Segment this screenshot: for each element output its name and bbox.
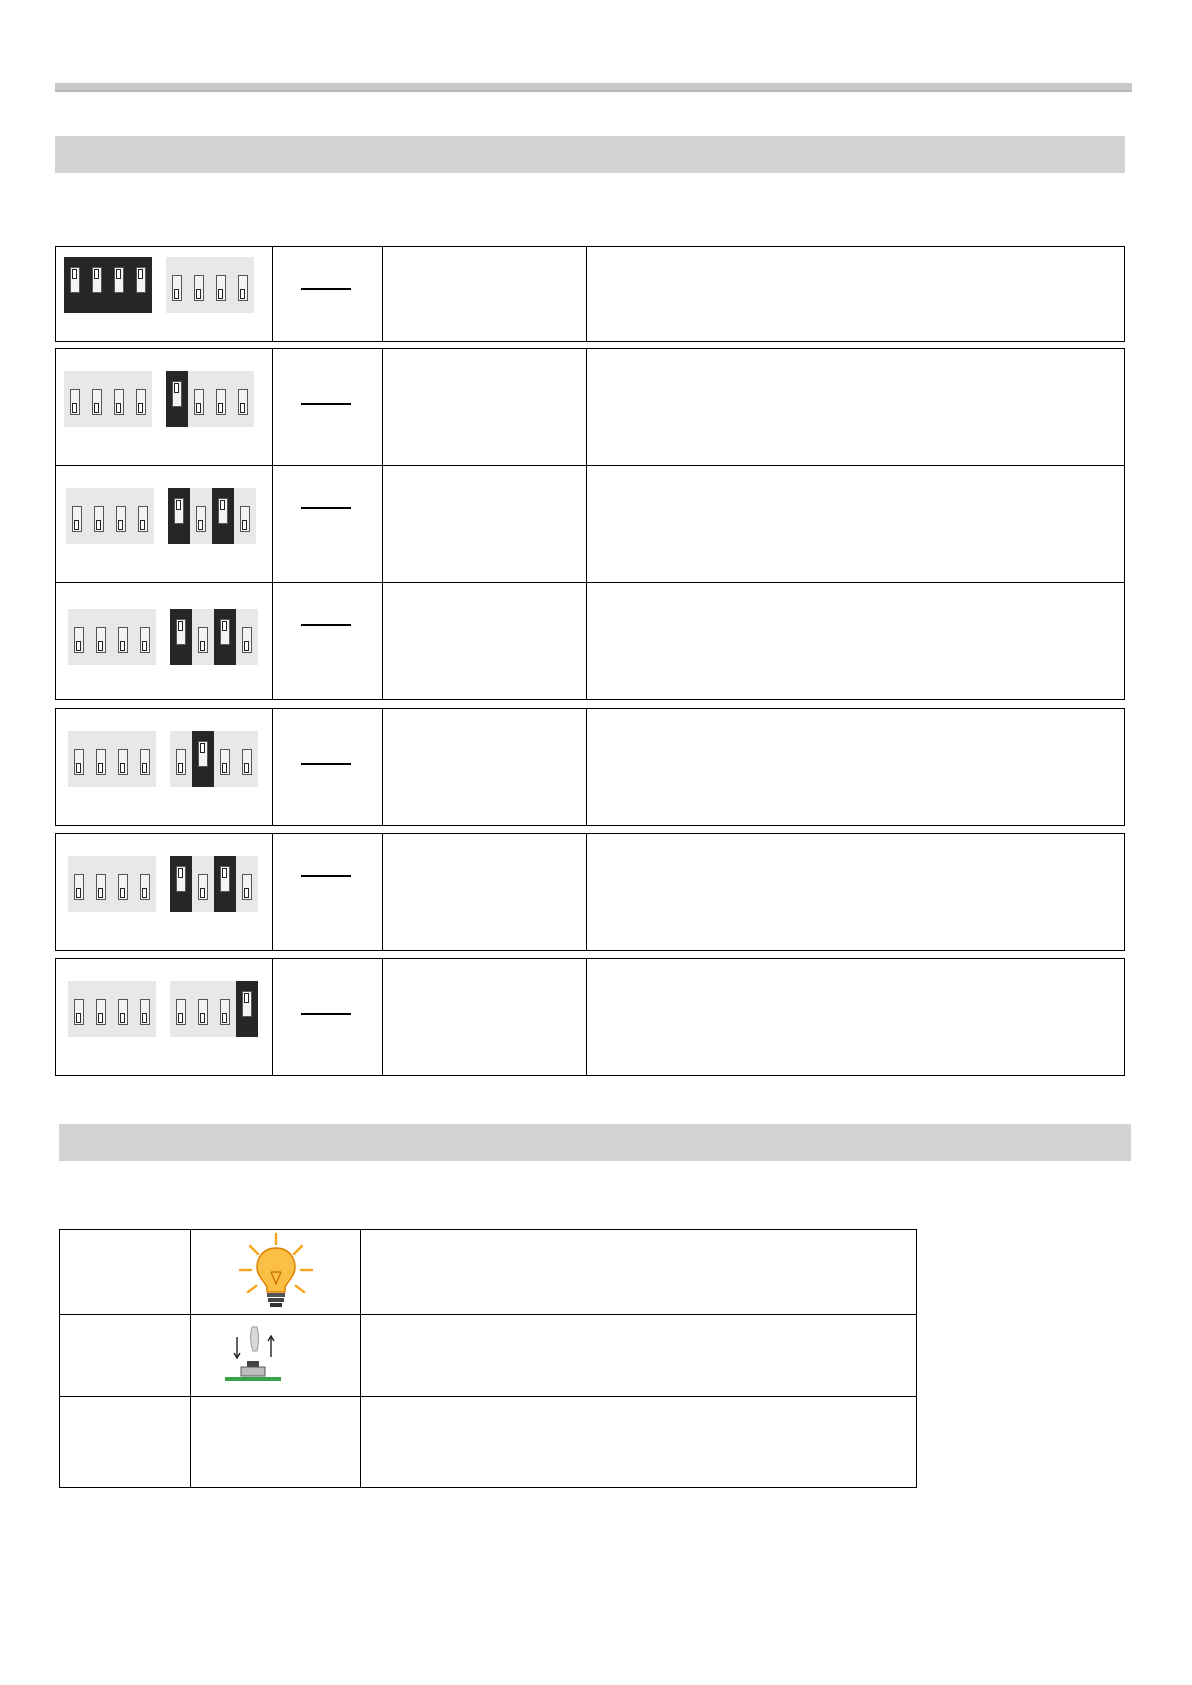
dip-switch-knob (74, 520, 79, 530)
dip-switch-knob (176, 500, 181, 510)
dip-switch-lever (176, 749, 186, 775)
dip-switch-lever (198, 627, 208, 653)
dip-switch-knob (218, 289, 223, 299)
dip-switch-off (68, 609, 90, 665)
dip-switch-group-b (170, 731, 258, 787)
dip-switch-off (210, 257, 232, 313)
dip-switch-lever (238, 389, 248, 415)
dip-switch-lever (194, 275, 204, 301)
dip-switch-lever (238, 275, 248, 301)
switch-diagram-cell (56, 583, 272, 699)
switch-diagram-cell (56, 834, 272, 950)
dip-switch-off (112, 856, 134, 912)
switch-diagram-cell (56, 959, 272, 1075)
dip-switch-knob (178, 621, 183, 631)
dip-switch-lever (70, 267, 80, 293)
dip-switch-knob (142, 641, 147, 651)
dip-switch-lever (220, 749, 230, 775)
function-cell (382, 466, 586, 582)
dip-switch-off (134, 609, 156, 665)
dip-switch-lever (118, 627, 128, 653)
indicator-row (60, 1314, 916, 1396)
dip-switch-off (112, 981, 134, 1037)
dip-switch-lever (96, 627, 106, 653)
dip-switch-knob (76, 1013, 81, 1023)
dip-switch-lever (172, 275, 182, 301)
dip-switch-off (90, 731, 112, 787)
switch-row (55, 833, 1125, 951)
dip-switch-knob (138, 269, 143, 279)
dip-switch-off (134, 731, 156, 787)
function-cell (382, 709, 586, 825)
section-heading-indicators (59, 1124, 1131, 1161)
dip-switch-off (210, 371, 232, 427)
dip-switch-knob (98, 641, 103, 651)
dip-switch-knob (244, 888, 249, 898)
dip-switch-on (170, 856, 192, 912)
switch-row (55, 708, 1125, 826)
dip-switch-knob (138, 403, 143, 413)
description-cell (586, 247, 1124, 341)
description-cell (586, 709, 1124, 825)
dip-switch-lever (96, 999, 106, 1025)
dip-switch-lever (136, 267, 146, 293)
indicator-icon-cell (190, 1230, 360, 1314)
indicator-label-cell (60, 1397, 190, 1487)
dip-switch-knob (244, 993, 249, 1003)
dip-switch-off (166, 257, 188, 313)
dip-switch-off (68, 981, 90, 1037)
page-header-rule (55, 83, 1132, 92)
dip-switch-on (192, 731, 214, 787)
indicator-label-cell (60, 1230, 190, 1314)
dip-switch-knob (222, 763, 227, 773)
dip-switch-group-b (170, 981, 258, 1037)
dip-switch-knob (72, 269, 77, 279)
value-dash (301, 624, 351, 626)
dip-switch-lever (92, 389, 102, 415)
dip-switch-lever (74, 999, 84, 1025)
indicator-description-cell (360, 1397, 916, 1487)
description-cell (586, 959, 1124, 1075)
value-cell (272, 247, 382, 341)
dip-switch-off (236, 609, 258, 665)
dip-switch-knob (120, 1013, 125, 1023)
value-dash (301, 875, 351, 877)
dip-switch-lever (196, 506, 206, 532)
dip-switch-lever (194, 389, 204, 415)
dip-switch-knob (76, 763, 81, 773)
dip-switch-on (214, 856, 236, 912)
dip-switch-off (88, 488, 110, 544)
dip-switch-off (66, 488, 88, 544)
description-cell (586, 834, 1124, 950)
dip-switch-knob (222, 1013, 227, 1023)
dip-switch-knob (142, 888, 147, 898)
dip-switch-group-a (66, 488, 154, 544)
dip-switch-off (188, 257, 210, 313)
dip-switch-lever (140, 627, 150, 653)
function-cell (382, 349, 586, 465)
lightbulb-icon (236, 1232, 316, 1312)
dip-switch-on (170, 609, 192, 665)
dip-switch-off (214, 981, 236, 1037)
dip-switch-knob (200, 1013, 205, 1023)
dip-switch-group-b (168, 488, 256, 544)
description-cell (586, 466, 1124, 582)
dip-switch-group-a (68, 981, 156, 1037)
description-cell (586, 583, 1124, 699)
dip-switch-off (134, 981, 156, 1037)
dip-switch-lever (218, 498, 228, 524)
dip-switch-lever (74, 874, 84, 900)
dip-switch-knob (116, 403, 121, 413)
dip-switch-lever (242, 874, 252, 900)
dip-switch-lever (96, 749, 106, 775)
switch-row (55, 582, 1125, 700)
dip-switch-knob (200, 641, 205, 651)
dip-switch-on (86, 257, 108, 313)
dip-switch-knob (118, 520, 123, 530)
dip-switch-knob (96, 520, 101, 530)
dip-switch-off (112, 731, 134, 787)
dip-switch-lever (198, 999, 208, 1025)
description-cell (586, 349, 1124, 465)
value-dash (301, 507, 351, 509)
dip-switch-off (64, 371, 86, 427)
dip-switch-lever (96, 874, 106, 900)
dip-switch-off (112, 609, 134, 665)
dip-switch-off (68, 856, 90, 912)
indicator-icon-cell (190, 1315, 360, 1396)
dip-switch-off (236, 856, 258, 912)
dip-switch-off (170, 731, 192, 787)
dip-switch-off (170, 981, 192, 1037)
dip-switch-lever (242, 749, 252, 775)
dip-switch-off (236, 731, 258, 787)
indicator-row (60, 1230, 916, 1314)
dip-switch-lever (74, 627, 84, 653)
dip-switch-lever (118, 874, 128, 900)
dip-switch-lever (92, 267, 102, 293)
value-dash (301, 288, 351, 290)
indicator-table (59, 1229, 917, 1488)
dip-switch-lever (176, 619, 186, 645)
dip-switch-lever (220, 999, 230, 1025)
dip-switch-group-b (170, 609, 258, 665)
dip-switch-knob (242, 520, 247, 530)
dip-switch-lever (176, 999, 186, 1025)
push-button-icon (219, 1321, 289, 1391)
value-dash (301, 763, 351, 765)
dip-switch-lever (114, 267, 124, 293)
dip-switch-off (90, 856, 112, 912)
dip-switch-knob (94, 269, 99, 279)
dip-switch-knob (140, 520, 145, 530)
dip-switch-off (192, 981, 214, 1037)
function-cell (382, 834, 586, 950)
indicator-description-cell (360, 1230, 916, 1314)
value-cell (272, 466, 382, 582)
dip-switch-knob (76, 641, 81, 651)
dip-switch-off (192, 609, 214, 665)
dip-switch-knob (142, 763, 147, 773)
value-cell (272, 349, 382, 465)
dip-switch-knob (142, 1013, 147, 1023)
switch-row (55, 348, 1125, 466)
function-cell (382, 247, 586, 341)
value-cell (272, 834, 382, 950)
dip-switch-group-b (166, 371, 254, 427)
dip-switch-off (110, 488, 132, 544)
switch-diagram-cell (56, 709, 272, 825)
dip-switch-off (68, 731, 90, 787)
dip-switch-off (234, 488, 256, 544)
dip-switch-lever (176, 866, 186, 892)
dip-switch-group-a (68, 856, 156, 912)
dip-switch-on (214, 609, 236, 665)
dip-switch-group-a (68, 609, 156, 665)
dip-switch-on (108, 257, 130, 313)
dip-switch-group-b (170, 856, 258, 912)
dip-switch-lever (140, 749, 150, 775)
dip-switch-lever (242, 627, 252, 653)
dip-switch-knob (196, 289, 201, 299)
dip-switch-off (132, 488, 154, 544)
dip-switch-lever (220, 866, 230, 892)
dip-switch-knob (98, 888, 103, 898)
dip-switch-off (190, 488, 212, 544)
dip-switch-on (130, 257, 152, 313)
dip-switch-lever (74, 749, 84, 775)
dip-switch-lever (118, 749, 128, 775)
dip-switch-lever (242, 991, 252, 1017)
indicator-description-cell (360, 1315, 916, 1396)
dip-switch-off (214, 731, 236, 787)
indicator-row (60, 1396, 916, 1487)
dip-switch-knob (120, 763, 125, 773)
dip-switch-lever (72, 506, 82, 532)
dip-switch-off (86, 371, 108, 427)
function-cell (382, 959, 586, 1075)
dip-switch-off (232, 257, 254, 313)
dip-switch-group-a (64, 257, 152, 313)
dip-switch-lever (114, 389, 124, 415)
dip-switch-lever (240, 506, 250, 532)
dip-switch-lever (70, 389, 80, 415)
value-cell (272, 583, 382, 699)
dip-switch-lever (216, 275, 226, 301)
indicator-icon-cell (190, 1397, 360, 1487)
dip-switch-group-a (68, 731, 156, 787)
switch-row (55, 958, 1125, 1076)
dip-switch-group-a (64, 371, 152, 427)
dip-switch-lever (140, 874, 150, 900)
dip-switch-on (212, 488, 234, 544)
dip-switch-lever (140, 999, 150, 1025)
dip-switch-knob (244, 763, 249, 773)
dip-switch-off (90, 609, 112, 665)
dip-switch-lever (198, 741, 208, 767)
dip-switch-knob (222, 868, 227, 878)
value-cell (272, 959, 382, 1075)
value-dash (301, 1013, 351, 1015)
dip-switch-on (64, 257, 86, 313)
indicator-label-cell (60, 1315, 190, 1396)
dip-switch-off (134, 856, 156, 912)
dip-switch-knob (196, 403, 201, 413)
dip-switch-knob (174, 383, 179, 393)
dip-switch-on (168, 488, 190, 544)
dip-switch-knob (244, 641, 249, 651)
dip-switch-knob (178, 1013, 183, 1023)
dip-switch-lever (138, 506, 148, 532)
section-heading-switch-settings (55, 136, 1125, 173)
dip-switch-knob (98, 1013, 103, 1023)
dip-switch-off (188, 371, 210, 427)
dip-switch-knob (220, 500, 225, 510)
dip-switch-group-b (166, 257, 254, 313)
dip-switch-knob (76, 888, 81, 898)
dip-switch-knob (198, 520, 203, 530)
dip-switch-off (192, 856, 214, 912)
dip-switch-knob (178, 868, 183, 878)
dip-switch-knob (222, 621, 227, 631)
dip-switch-lever (216, 389, 226, 415)
dip-switch-knob (240, 289, 245, 299)
value-dash (301, 403, 351, 405)
dip-switch-off (232, 371, 254, 427)
dip-switch-knob (120, 888, 125, 898)
dip-switch-knob (94, 403, 99, 413)
dip-switch-lever (94, 506, 104, 532)
dip-switch-lever (172, 381, 182, 407)
dip-switch-knob (178, 763, 183, 773)
switch-diagram-cell (56, 349, 272, 465)
value-cell (272, 709, 382, 825)
dip-switch-on (166, 371, 188, 427)
dip-switch-lever (220, 619, 230, 645)
dip-switch-knob (174, 289, 179, 299)
dip-switch-knob (72, 403, 77, 413)
switch-diagram-cell (56, 247, 272, 341)
dip-switch-knob (240, 403, 245, 413)
dip-switch-knob (200, 888, 205, 898)
dip-switch-knob (200, 743, 205, 753)
dip-switch-lever (174, 498, 184, 524)
switch-row (55, 246, 1125, 342)
function-cell (382, 583, 586, 699)
dip-switch-lever (198, 874, 208, 900)
dip-switch-off (108, 371, 130, 427)
switch-row (55, 465, 1125, 583)
dip-switch-off (90, 981, 112, 1037)
dip-switch-lever (136, 389, 146, 415)
switch-diagram-cell (56, 466, 272, 582)
dip-switch-knob (120, 641, 125, 651)
dip-switch-lever (116, 506, 126, 532)
dip-switch-on (236, 981, 258, 1037)
dip-switch-knob (218, 403, 223, 413)
dip-switch-knob (98, 763, 103, 773)
dip-switch-knob (116, 269, 121, 279)
dip-switch-lever (118, 999, 128, 1025)
dip-switch-off (130, 371, 152, 427)
